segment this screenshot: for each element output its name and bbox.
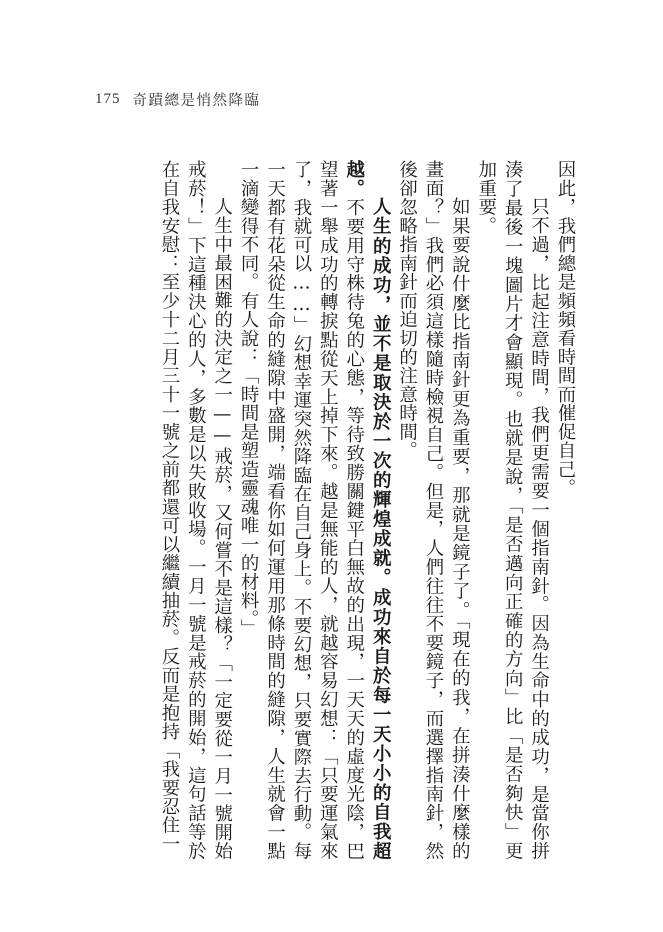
paragraph-5 xyxy=(156,160,235,860)
paragraph-text: 不要用守株待兔的心態，等待致勝關鍵平白無故的出現，一天天的虛度光陰，巴望著一舉成功的轉捩點從天上掉下來。越是無能的人，就越容易幻想：「只要運氣來了，我就可以……」幻想幸運突然降臨在自己身上。不要幻想，只要實際去行動。每一天都有花朵從生命的縫隙中盛開，端看你如何運用那條時間的縫隙，人生就會一點一滴變得不同。有人說：「時間是塑造靈魂唯一的材料。」 xyxy=(238,160,365,860)
body-text xyxy=(156,160,579,860)
paragraph-text: 如果要說什麼比指南針更為重要，那就是鏡子了。「現在的我，在拼湊什麼樣的畫面？」我們必須這樣隨時檢視自己。但是，人們往往不要鏡子，而選擇指南針，然後卻忽略指南針而迫切的注意時間。 xyxy=(396,160,471,860)
paragraph-4 xyxy=(235,160,393,860)
paragraph-1 xyxy=(552,160,578,860)
running-head xyxy=(95,88,261,110)
book-title: 奇蹟總是悄然降臨 xyxy=(132,92,261,109)
paragraph-text: 人生中最困難的決定之一——戒菸，又何嘗不是這樣？「一定要從一月一號開始戒菸！」下這種決心的人，多數是以失敗收場。一月一號是戒菸的開始，這句話等於在自我安慰：至少十二月三十一號之前都還可以繼續抽菸。反而是抱持「我要忍住一 xyxy=(158,160,233,860)
paragraph-text: 只不過，比起注意時間，我們更需要一個指南針。因為生命中的成功，是當你拼湊了最後一塊圖片才會顯現。也就是說，「是否邁向正確的方向」比「是否夠快」更加重要。 xyxy=(475,160,550,860)
paragraph-3 xyxy=(393,160,472,860)
paragraph-2 xyxy=(472,160,551,860)
page-number: 175 xyxy=(95,90,121,107)
bold-emphasis-text: 人生的成功，並不是取決於一次的輝煌成就。成功來自於每一天小小的自我超越。 xyxy=(343,160,392,860)
paragraph-text: 因此，我們總是頻頻看時間而催促自己。 xyxy=(555,160,576,498)
